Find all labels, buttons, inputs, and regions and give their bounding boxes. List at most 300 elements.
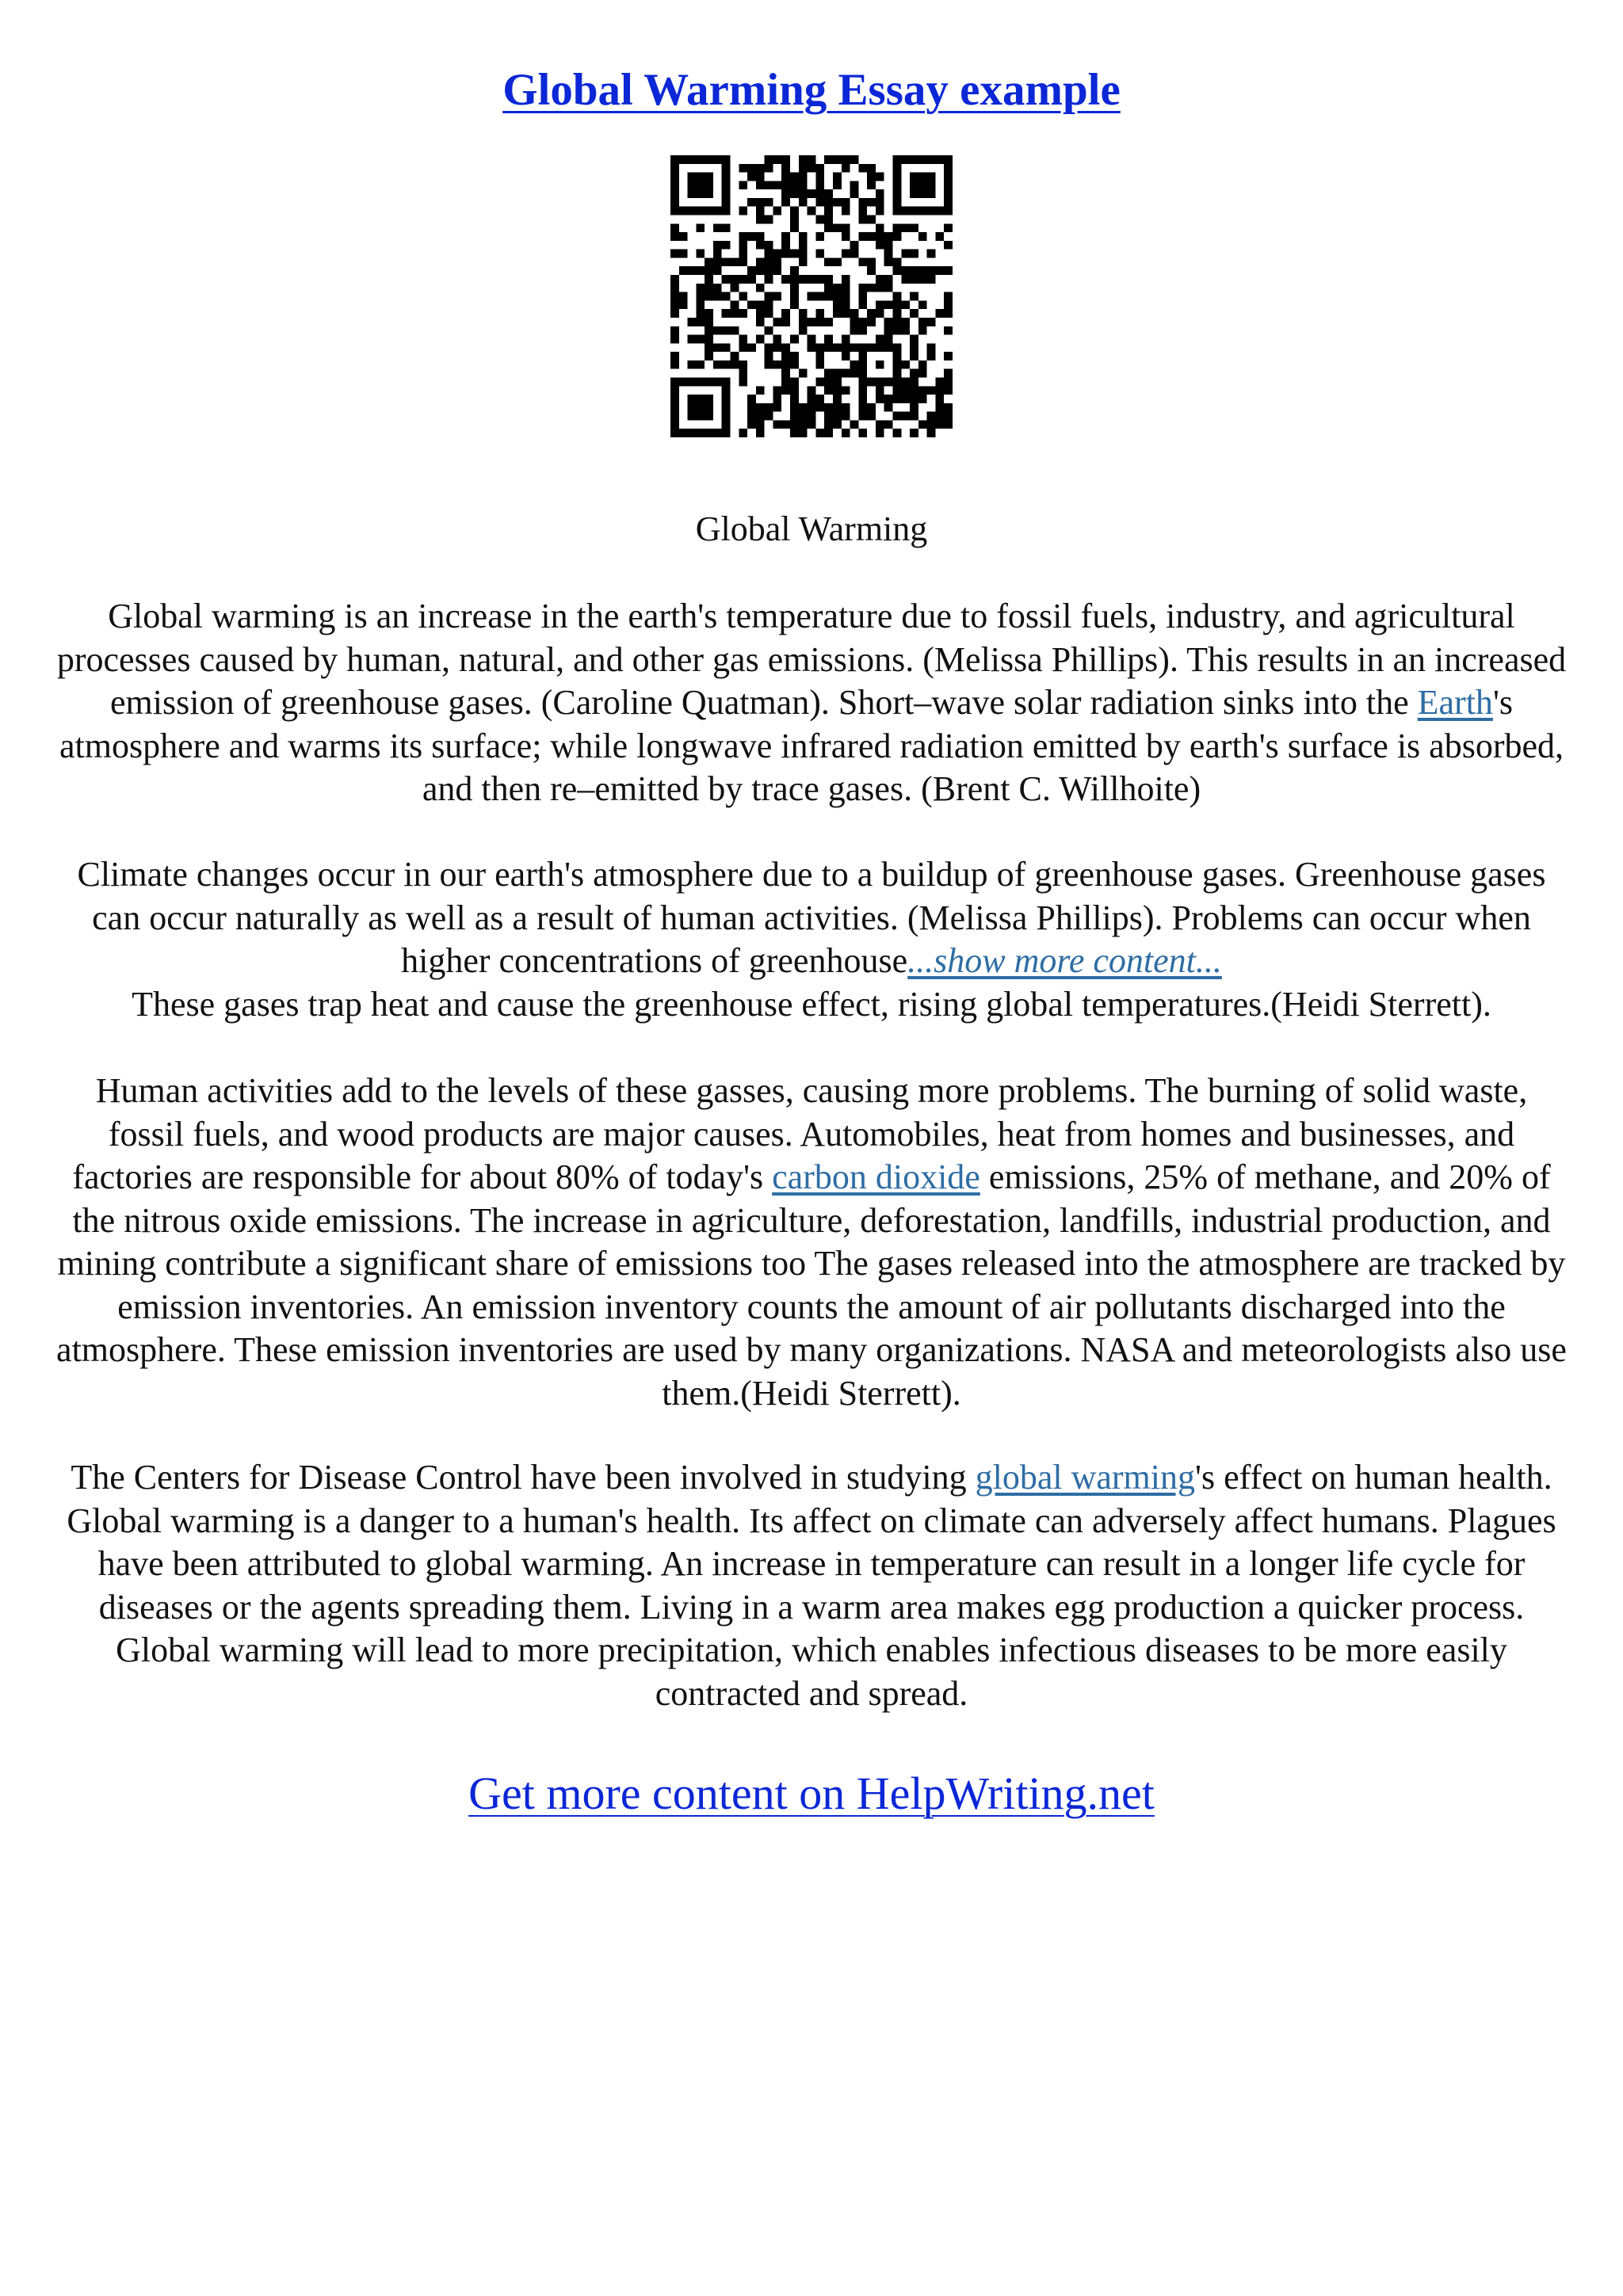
qr-module bbox=[867, 232, 876, 241]
qr-module bbox=[918, 275, 927, 284]
qr-module bbox=[858, 215, 867, 224]
qr-module bbox=[910, 403, 918, 412]
qr-module bbox=[781, 241, 790, 250]
qr-module bbox=[781, 250, 790, 258]
qr-module bbox=[688, 266, 697, 275]
qr-module bbox=[765, 155, 773, 164]
qr-module bbox=[842, 386, 850, 395]
qr-module bbox=[756, 181, 765, 189]
qr-module bbox=[824, 369, 833, 378]
qr-module bbox=[705, 403, 713, 412]
qr-module bbox=[670, 223, 679, 232]
qr-module bbox=[815, 309, 824, 318]
qr-module bbox=[799, 403, 808, 412]
qr-module bbox=[688, 189, 697, 198]
qr-module bbox=[892, 429, 901, 437]
qr-module bbox=[910, 173, 918, 181]
qr-module bbox=[850, 343, 859, 352]
qr-module bbox=[858, 360, 867, 369]
qr-module bbox=[670, 300, 679, 309]
qr-module bbox=[815, 250, 824, 258]
qr-module bbox=[850, 326, 859, 335]
qr-module bbox=[799, 198, 808, 207]
qr-module bbox=[927, 250, 936, 258]
qr-module bbox=[790, 360, 799, 369]
qr-module bbox=[670, 420, 679, 429]
qr-module bbox=[944, 326, 953, 335]
qr-module bbox=[756, 300, 765, 309]
qr-module bbox=[713, 266, 722, 275]
paragraph-1-text-b: 's atmosphere and warms its surface; while longwave infrared radiation emitted by earth's surface is absorbed, and then re–emitted by trace gases. (Brent C. Willhoite) bbox=[59, 683, 1564, 808]
qr-module bbox=[918, 232, 927, 241]
qr-module bbox=[790, 223, 799, 232]
qr-module bbox=[935, 403, 944, 412]
qr-module bbox=[688, 395, 697, 403]
qr-module bbox=[927, 318, 936, 326]
qr-module bbox=[739, 250, 747, 258]
qr-module bbox=[867, 377, 876, 386]
qr-module bbox=[815, 198, 824, 207]
qr-module bbox=[688, 412, 697, 421]
qr-module bbox=[815, 173, 824, 181]
qr-module bbox=[815, 318, 824, 326]
qr-module bbox=[876, 420, 884, 429]
qr-module bbox=[765, 250, 773, 258]
qr-module bbox=[765, 343, 773, 352]
qr-module bbox=[918, 266, 927, 275]
qr-module bbox=[696, 189, 705, 198]
qr-module bbox=[781, 352, 790, 360]
qr-module bbox=[842, 343, 850, 352]
qr-module bbox=[670, 207, 679, 215]
qr-module bbox=[858, 386, 867, 395]
paragraph-1 bbox=[54, 595, 1569, 811]
qr-module bbox=[705, 257, 713, 266]
qr-module bbox=[688, 377, 697, 386]
qr-module bbox=[884, 250, 893, 258]
qr-module bbox=[765, 164, 773, 173]
qr-module bbox=[799, 155, 808, 164]
qr-module bbox=[781, 181, 790, 189]
qr-module bbox=[901, 300, 910, 309]
qr-module bbox=[858, 377, 867, 386]
qr-module bbox=[944, 420, 953, 429]
document-title bbox=[0, 59, 1623, 122]
qr-module bbox=[833, 300, 842, 309]
qr-module bbox=[944, 189, 953, 198]
qr-module bbox=[901, 326, 910, 335]
qr-module bbox=[722, 360, 731, 369]
qr-module bbox=[884, 241, 893, 250]
qr-module bbox=[842, 155, 850, 164]
qr-module bbox=[944, 386, 953, 395]
qr-module bbox=[910, 377, 918, 386]
qr-module bbox=[790, 215, 799, 224]
qr-module bbox=[790, 386, 799, 395]
qr-module bbox=[833, 309, 842, 318]
qr-module bbox=[892, 207, 901, 215]
qr-module bbox=[935, 207, 944, 215]
qr-module bbox=[773, 250, 781, 258]
qr-module bbox=[858, 164, 867, 173]
qr-module bbox=[892, 189, 901, 198]
qr-module bbox=[808, 207, 816, 215]
qr-module bbox=[944, 198, 953, 207]
qr-module bbox=[901, 266, 910, 275]
qr-module bbox=[884, 300, 893, 309]
qr-module bbox=[935, 412, 944, 421]
qr-module bbox=[747, 403, 756, 412]
qr-module bbox=[824, 335, 833, 344]
qr-module bbox=[696, 395, 705, 403]
qr-module bbox=[756, 309, 765, 318]
qr-module bbox=[679, 300, 688, 309]
qr-module bbox=[901, 360, 910, 369]
qr-module bbox=[815, 429, 824, 437]
qr-module bbox=[927, 181, 936, 189]
qr-module bbox=[747, 412, 756, 421]
qr-module bbox=[867, 343, 876, 352]
qr-module bbox=[799, 257, 808, 266]
qr-module bbox=[747, 198, 756, 207]
qr-module bbox=[884, 232, 893, 241]
qr-module bbox=[944, 164, 953, 173]
qr-module bbox=[713, 257, 722, 266]
qr-module bbox=[722, 377, 731, 386]
qr-module bbox=[670, 275, 679, 284]
qr-module bbox=[842, 300, 850, 309]
qr-module bbox=[773, 420, 781, 429]
qr-module bbox=[918, 360, 927, 369]
qr-module bbox=[773, 386, 781, 395]
qr-module bbox=[713, 292, 722, 301]
qr-module bbox=[756, 386, 765, 395]
qr-module bbox=[944, 223, 953, 232]
qr-module bbox=[705, 335, 713, 344]
qr-module bbox=[670, 189, 679, 198]
qr-module bbox=[756, 429, 765, 437]
qr-module bbox=[858, 232, 867, 241]
qr-module bbox=[833, 369, 842, 378]
paragraph-3-text-a: Human activities add to the levels of these gasses, causing more problems. The burning of solid waste, fossil fuels, and wood products are major causes. Automobiles, heat from homes and businesses, and factories are responsible for about 80% of today's bbox=[72, 1071, 1528, 1196]
qr-module bbox=[773, 395, 781, 403]
qr-module bbox=[876, 309, 884, 318]
qr-module bbox=[773, 292, 781, 301]
qr-module bbox=[705, 309, 713, 318]
qr-module bbox=[876, 189, 884, 198]
qr-module bbox=[815, 275, 824, 284]
qr-module bbox=[842, 352, 850, 360]
qr-module bbox=[935, 395, 944, 403]
qr-module bbox=[781, 309, 790, 318]
qr-module bbox=[892, 198, 901, 207]
qr-module bbox=[876, 198, 884, 207]
qr-module bbox=[722, 173, 731, 181]
qr-module bbox=[944, 352, 953, 360]
qr-module bbox=[918, 300, 927, 309]
qr-module bbox=[910, 309, 918, 318]
qr-module bbox=[944, 181, 953, 189]
qr-module bbox=[773, 403, 781, 412]
qr-module bbox=[799, 241, 808, 250]
qr-module bbox=[808, 189, 816, 198]
qr-module bbox=[731, 300, 739, 309]
qr-module bbox=[765, 215, 773, 224]
qr-module bbox=[935, 377, 944, 386]
qr-module bbox=[705, 429, 713, 437]
qr-code-image bbox=[670, 155, 953, 437]
qr-module bbox=[756, 266, 765, 275]
qr-module bbox=[850, 241, 859, 250]
qr-module bbox=[765, 360, 773, 369]
title-link[interactable]: Global Warming Essay example bbox=[502, 65, 1121, 115]
qr-module bbox=[910, 189, 918, 198]
qr-module bbox=[833, 420, 842, 429]
qr-module bbox=[867, 318, 876, 326]
qr-module bbox=[815, 181, 824, 189]
qr-module bbox=[892, 386, 901, 395]
qr-module bbox=[918, 207, 927, 215]
qr-module bbox=[799, 232, 808, 241]
paragraph-2-text-a: Climate changes occur in our earth's atmosphere due to a buildup of greenhouse gases. Greenhouse gases can occur naturally as well as a result of human activities. (Melissa Phillips). Problems can occur when higher concentrations of greenhouse bbox=[77, 855, 1546, 980]
qr-module bbox=[850, 181, 859, 189]
qr-module bbox=[756, 215, 765, 224]
qr-module bbox=[808, 420, 816, 429]
qr-module bbox=[670, 309, 679, 318]
qr-module bbox=[935, 386, 944, 395]
qr-module bbox=[790, 395, 799, 403]
qr-module bbox=[876, 343, 884, 352]
qr-module bbox=[731, 257, 739, 266]
qr-module bbox=[842, 232, 850, 241]
qr-module bbox=[808, 395, 816, 403]
qr-module bbox=[670, 284, 679, 292]
qr-module bbox=[739, 292, 747, 301]
qr-module bbox=[679, 155, 688, 164]
qr-module bbox=[696, 266, 705, 275]
qr-module bbox=[731, 352, 739, 360]
qr-module bbox=[842, 429, 850, 437]
qr-module bbox=[935, 155, 944, 164]
qr-module bbox=[944, 207, 953, 215]
qr-module bbox=[876, 241, 884, 250]
qr-module bbox=[842, 284, 850, 292]
qr-module bbox=[790, 429, 799, 437]
paragraph-4-text-a: The Centers for Disease Control have been involved in studying bbox=[71, 1458, 976, 1497]
qr-module bbox=[713, 343, 722, 352]
qr-module bbox=[824, 429, 833, 437]
global-warming-link[interactable]: global warming bbox=[975, 1458, 1196, 1497]
qr-module bbox=[799, 326, 808, 335]
qr-module bbox=[679, 250, 688, 258]
qr-module bbox=[824, 292, 833, 301]
qr-module bbox=[713, 360, 722, 369]
qr-module bbox=[901, 386, 910, 395]
qr-module bbox=[756, 284, 765, 292]
qr-module bbox=[876, 275, 884, 284]
qr-module bbox=[790, 352, 799, 360]
qr-module bbox=[739, 207, 747, 215]
qr-module bbox=[773, 343, 781, 352]
qr-module bbox=[765, 181, 773, 189]
qr-module bbox=[696, 181, 705, 189]
qr-module bbox=[884, 343, 893, 352]
qr-module bbox=[722, 155, 731, 164]
qr-module bbox=[670, 360, 679, 369]
carbon-dioxide-link[interactable]: carbon dioxide bbox=[772, 1158, 980, 1196]
qr-module bbox=[696, 250, 705, 258]
qr-module bbox=[892, 266, 901, 275]
qr-module bbox=[892, 412, 901, 421]
qr-module bbox=[918, 318, 927, 326]
qr-module bbox=[815, 164, 824, 173]
qr-module bbox=[842, 369, 850, 378]
qr-module bbox=[739, 309, 747, 318]
qr-module bbox=[781, 275, 790, 284]
qr-module bbox=[765, 309, 773, 318]
qr-module bbox=[739, 164, 747, 173]
qr-module bbox=[842, 412, 850, 421]
qr-module bbox=[833, 395, 842, 403]
qr-module bbox=[815, 343, 824, 352]
qr-module bbox=[842, 275, 850, 284]
qr-module bbox=[756, 412, 765, 421]
qr-module bbox=[842, 223, 850, 232]
qr-module bbox=[858, 412, 867, 421]
qr-module bbox=[722, 403, 731, 412]
qr-module bbox=[918, 326, 927, 335]
qr-module bbox=[739, 335, 747, 344]
qr-module bbox=[790, 403, 799, 412]
paragraph-2-text-b: These gases trap heat and cause the greenhouse effect, rising global temperatures.(Heidi Sterrett). bbox=[132, 984, 1491, 1024]
qr-module bbox=[910, 250, 918, 258]
qr-module bbox=[824, 284, 833, 292]
qr-module bbox=[867, 173, 876, 181]
qr-module bbox=[910, 386, 918, 395]
qr-module bbox=[842, 250, 850, 258]
qr-module bbox=[808, 318, 816, 326]
qr-module bbox=[773, 207, 781, 215]
qr-module bbox=[884, 335, 893, 344]
qr-module bbox=[824, 412, 833, 421]
qr-module bbox=[850, 360, 859, 369]
qr-module bbox=[747, 395, 756, 403]
qr-module bbox=[747, 173, 756, 181]
qr-module bbox=[833, 198, 842, 207]
qr-module bbox=[705, 318, 713, 326]
qr-module bbox=[892, 343, 901, 352]
earth-link[interactable]: Earth bbox=[1417, 683, 1493, 722]
qr-module bbox=[858, 198, 867, 207]
helpwriting-link[interactable]: Get more content on HelpWriting.net bbox=[468, 1768, 1155, 1819]
qr-module bbox=[679, 429, 688, 437]
qr-module bbox=[944, 155, 953, 164]
qr-module bbox=[918, 173, 927, 181]
qr-module bbox=[756, 164, 765, 173]
qr-module bbox=[670, 292, 679, 301]
qr-module bbox=[815, 189, 824, 198]
qr-module bbox=[944, 266, 953, 275]
show-more-link[interactable]: ...show more content... bbox=[907, 941, 1222, 980]
qr-module bbox=[910, 335, 918, 344]
qr-module bbox=[722, 198, 731, 207]
qr-module bbox=[901, 207, 910, 215]
qr-module bbox=[910, 369, 918, 378]
qr-module bbox=[790, 189, 799, 198]
qr-module bbox=[705, 352, 713, 360]
qr-module bbox=[781, 232, 790, 241]
qr-module bbox=[850, 189, 859, 198]
qr-module bbox=[670, 352, 679, 360]
qr-module bbox=[781, 343, 790, 352]
qr-module bbox=[688, 335, 697, 344]
qr-module bbox=[765, 352, 773, 360]
qr-module bbox=[790, 250, 799, 258]
qr-module bbox=[892, 173, 901, 181]
qr-module bbox=[850, 318, 859, 326]
qr-module bbox=[731, 326, 739, 335]
qr-module bbox=[756, 318, 765, 326]
qr-module bbox=[858, 207, 867, 215]
qr-module bbox=[756, 198, 765, 207]
qr-module bbox=[910, 292, 918, 301]
qr-module bbox=[781, 173, 790, 181]
qr-module bbox=[910, 412, 918, 421]
qr-module bbox=[696, 360, 705, 369]
qr-module bbox=[731, 284, 739, 292]
qr-module bbox=[901, 275, 910, 284]
qr-module bbox=[858, 429, 867, 437]
qr-module bbox=[833, 155, 842, 164]
qr-module bbox=[927, 420, 936, 429]
qr-module bbox=[739, 360, 747, 369]
qr-module bbox=[867, 215, 876, 224]
qr-module bbox=[850, 420, 859, 429]
qr-module bbox=[833, 386, 842, 395]
qr-module bbox=[739, 343, 747, 352]
qr-module bbox=[790, 181, 799, 189]
qr-module bbox=[756, 335, 765, 344]
qr-module bbox=[765, 292, 773, 301]
qr-module bbox=[892, 155, 901, 164]
qr-module bbox=[679, 377, 688, 386]
qr-module bbox=[688, 318, 697, 326]
qr-module bbox=[765, 198, 773, 207]
qr-module bbox=[876, 300, 884, 309]
qr-module bbox=[892, 181, 901, 189]
qr-module bbox=[670, 173, 679, 181]
qr-module bbox=[799, 369, 808, 378]
paragraph-3 bbox=[54, 1070, 1569, 1415]
qr-module bbox=[824, 207, 833, 215]
qr-module bbox=[670, 377, 679, 386]
qr-module bbox=[688, 429, 697, 437]
qr-module bbox=[722, 257, 731, 266]
qr-module bbox=[705, 189, 713, 198]
qr-module bbox=[781, 198, 790, 207]
qr-module bbox=[739, 369, 747, 378]
qr-module bbox=[679, 207, 688, 215]
qr-module bbox=[739, 232, 747, 241]
qr-module bbox=[833, 173, 842, 181]
qr-module bbox=[876, 173, 884, 181]
qr-module bbox=[670, 403, 679, 412]
qr-module bbox=[670, 412, 679, 421]
qr-module bbox=[756, 232, 765, 241]
qr-module bbox=[713, 284, 722, 292]
qr-module bbox=[815, 352, 824, 360]
qr-module bbox=[670, 429, 679, 437]
